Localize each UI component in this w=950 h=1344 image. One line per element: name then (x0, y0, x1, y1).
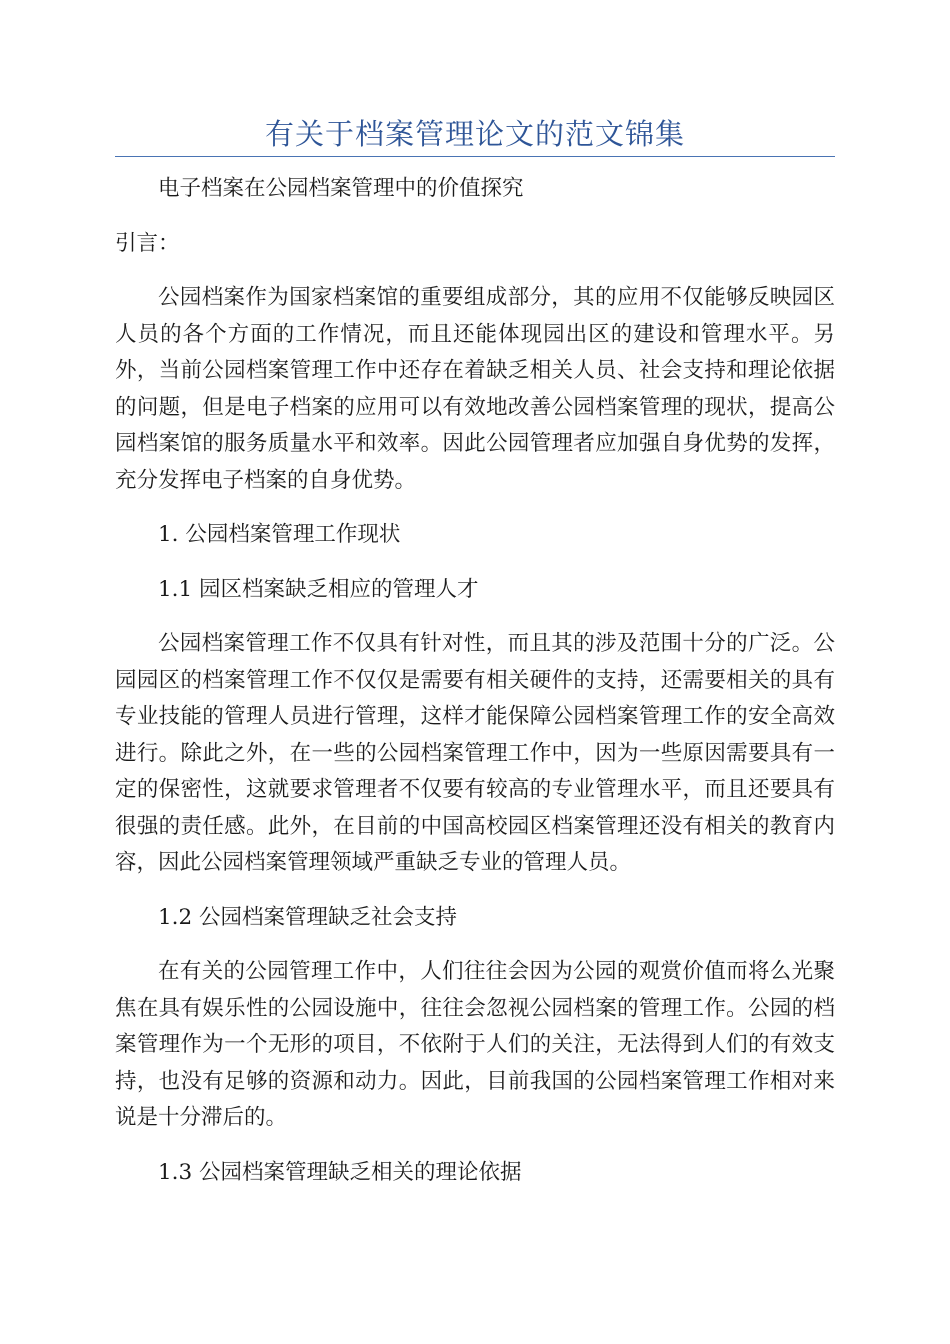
paragraph-intro: 公园档案作为国家档案馆的重要组成部分，其的应用不仅能够反映园区人员的各个方面的工作情况，而且还能体现园出区的建设和管理水平。另外，当前公园档案管理工作中还存在着缺乏相关人员、社会支持和理论依据的问题，但是电子档案的应用可以有效地改善公园档案管理的现状，提高公园档案馆的服务质量水平和效率。因此公园管理者应加强自身优势的发挥，充分发挥电子档案的自身优势。 (115, 285, 835, 493)
section-heading-1-3: 1.3 公园档案管理缺乏相关的理论依据 (158, 1159, 522, 1185)
document-title: 有关于档案管理论文的范文锦集 (264, 117, 685, 151)
document-page (115, 112, 835, 1209)
paragraph-1-1: 公园档案管理工作不仅具有针对性，而且其的涉及范围十分的广泛。公园园区的档案管理工作不仅仅是需要有相关硬件的支持，还需要相关的具有专业技能的管理人员进行管理，这样才能保障公园档案管理工作的安全高效进行。除此之外，在一些的公园档案管理工作中，因为一些原因需要具有一定的保密性，这就要求管理者不仅要有较高的专业管理水平，而且还要具有很强的责任感。此外，在目前的中国高校园区档案管理还没有相关的教育内容，因此公园档案管理领域严重缺乏专业的管理人员。 (115, 631, 835, 875)
document-body (115, 171, 835, 1191)
section-heading-1: 1. 公园档案管理工作现状 (158, 522, 401, 547)
paragraph-subtitle: 电子档案在公园档案管理中的价值探究 (158, 176, 524, 201)
title-underline (115, 156, 835, 157)
paragraph-intro-heading: 引言： (115, 230, 180, 256)
section-heading-1-1: 1.1 园区档案缺乏相应的管理人才 (158, 576, 479, 602)
paragraph-1-2: 在有关的公园管理工作中，人们往往会因为公园的观赏价值而将么光聚焦在具有娱乐性的公园设施中，往往会忽视公园档案的管理工作。公园的档案管理作为一个无形的项目，不依附于人们的关注，无法得到人们的有效支持，也没有足够的资源和动力。因此，目前我国的公园档案管理工作相对来说是十分滞后的。 (115, 959, 835, 1130)
section-heading-1-2: 1.2 公园档案管理缺乏社会支持 (158, 904, 458, 930)
